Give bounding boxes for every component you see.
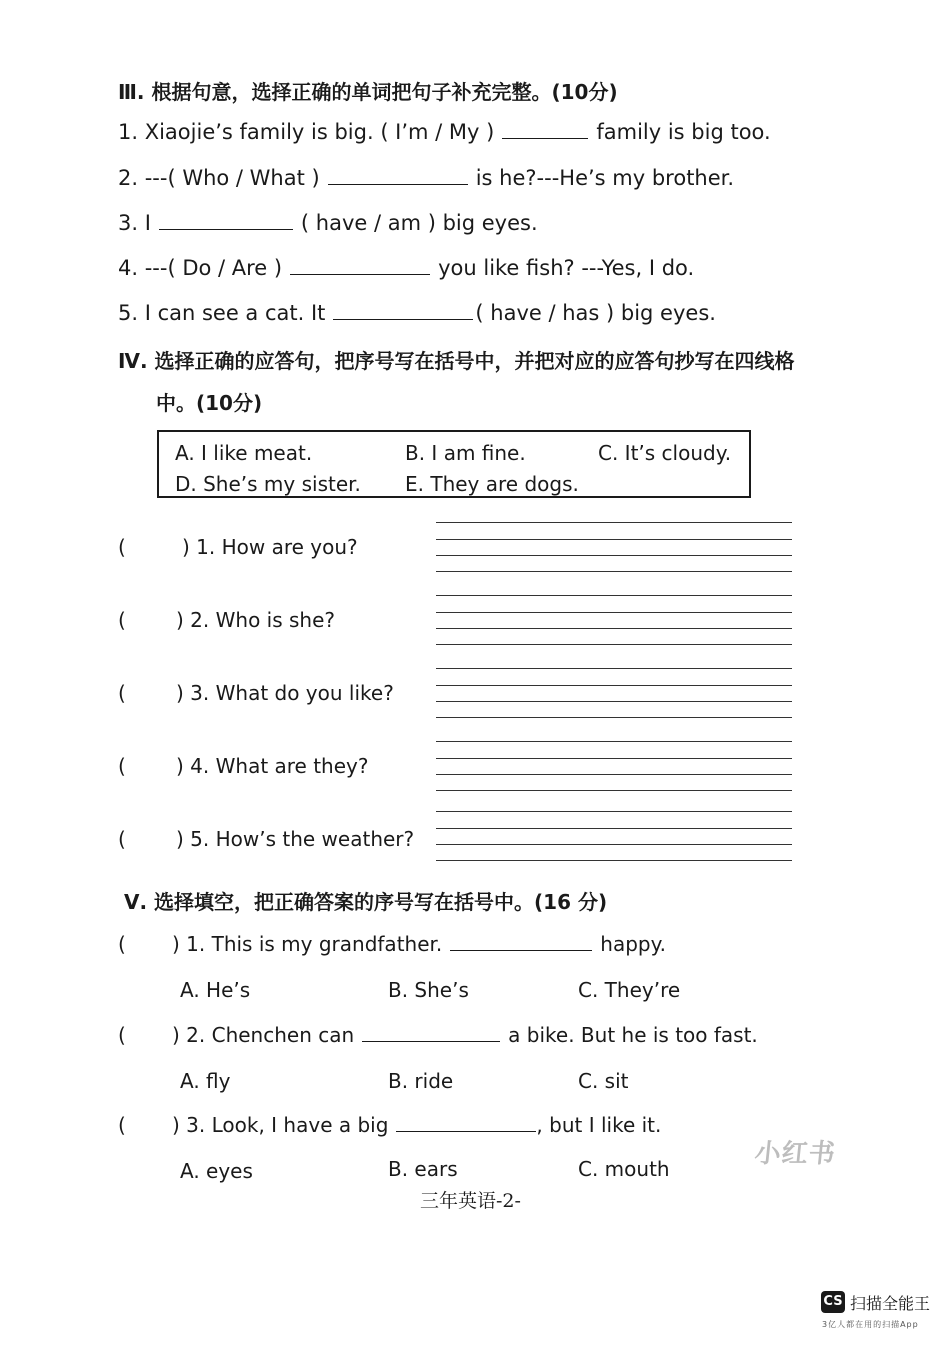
s3-item-1-blank[interactable]: [502, 120, 588, 139]
s5-1-choice-b: B. She’s: [388, 978, 469, 1002]
s3-item-4: [118, 256, 694, 280]
s4-answer-paren-5[interactable]: (: [118, 827, 126, 851]
s3-item-3-post: ( have / am ) big eyes.: [300, 211, 538, 235]
s3-item-4-pre: 4. ---( Do / Are ): [118, 256, 283, 280]
s3-item-4-blank[interactable]: [290, 256, 430, 275]
s3-item-2-blank[interactable]: [328, 166, 468, 185]
s5-3-choice-b: B. ears: [388, 1157, 458, 1181]
option-c: C. It’s cloudy.: [598, 441, 732, 465]
s5-answer-paren-1[interactable]: (: [118, 932, 126, 956]
s3-item-1: [118, 120, 771, 144]
option-d: D. She’s my sister.: [175, 472, 361, 496]
four-line-grid-1[interactable]: [436, 522, 792, 574]
s5-item-1-blank[interactable]: [450, 932, 592, 951]
s5-item-2-blank[interactable]: [362, 1023, 500, 1042]
section5-heading: Ⅴ. 选择填空，把正确答案的序号写在括号中。(16 分): [124, 890, 608, 914]
s5-item-2: ( ) 2. Chenchen can a bike. But he is too fast.: [118, 1023, 758, 1047]
s4-answer-paren-1[interactable]: (: [118, 535, 126, 559]
xiaohongshu-watermark: 小红书: [753, 1139, 838, 1169]
camscanner-name: 扫描全能王: [850, 1294, 931, 1313]
s5-2-choice-c: C. sit: [578, 1069, 629, 1093]
s3-item-2-post: is he?---He’s my brother.: [475, 166, 735, 190]
s4-question-2: ( ) 2. Who is she?: [118, 608, 336, 632]
s5-item-3-blank[interactable]: [396, 1113, 536, 1132]
s3-item-2-pre: 2. ---( Who / What ): [118, 166, 320, 190]
s5-3-choice-a: A. eyes: [180, 1159, 253, 1183]
s5-1-choice-a: A. He’s: [180, 978, 251, 1002]
s5-1-choice-c: C. They’re: [578, 978, 681, 1002]
s3-item-5-blank[interactable]: [333, 301, 473, 320]
s3-item-3: [118, 211, 538, 235]
s3-item-2: [118, 166, 734, 190]
s4-answer-paren-4[interactable]: (: [118, 754, 126, 778]
s3-item-5-pre: 5. I can see a cat. It: [118, 301, 326, 325]
s3-item-1-post: family is big too.: [596, 120, 771, 144]
s4-answer-paren-2[interactable]: (: [118, 608, 126, 632]
s3-item-5: [118, 301, 716, 325]
s5-item-1: ( ) 1. This is my grandfather. happy.: [118, 932, 666, 956]
s3-item-1-pre: 1. Xiaojie’s family is big. ( I’m / My ): [118, 120, 495, 144]
s4-question-1: ( ) 1. How are you?: [118, 535, 358, 559]
option-e: E. They are dogs.: [405, 472, 579, 496]
s3-item-4-post: you like fish? ---Yes, I do.: [438, 256, 695, 280]
camscanner-logo-icon: CS: [821, 1291, 845, 1313]
four-line-grid-4[interactable]: [436, 741, 792, 793]
s4-question-3: ( ) 3. What do you like?: [118, 681, 394, 705]
s3-item-3-pre: 3. I: [118, 211, 151, 235]
s5-answer-paren-2[interactable]: (: [118, 1023, 126, 1047]
option-a: A. I like meat.: [175, 441, 313, 465]
section4-heading-line2: 中。(10分): [156, 391, 263, 415]
four-line-grid-2[interactable]: [436, 595, 792, 647]
page-footer: 三年英语-2-: [420, 1190, 521, 1212]
camscanner-tagline: 3亿人都在用的扫描App: [822, 1320, 919, 1329]
s3-item-3-blank[interactable]: [159, 211, 293, 230]
s5-2-choice-a: A. fly: [180, 1069, 231, 1093]
s5-3-choice-c: C. mouth: [578, 1157, 670, 1181]
s3-item-5-post: ( have / has ) big eyes.: [475, 301, 716, 325]
s5-answer-paren-3[interactable]: (: [118, 1113, 126, 1137]
s4-question-4: ( ) 4. What are they?: [118, 754, 369, 778]
four-line-grid-3[interactable]: [436, 668, 792, 720]
s5-item-3: ( ) 3. Look, I have a big , but I like it.: [118, 1113, 662, 1137]
section4-heading-line1: Ⅳ. 选择正确的应答句，把序号写在括号中，并把对应的应答句抄写在四线格: [118, 349, 795, 373]
option-b: B. I am fine.: [405, 441, 526, 465]
s5-2-choice-b: B. ride: [388, 1069, 454, 1093]
section3-heading: Ⅲ. 根据句意，选择正确的单词把句子补充完整。(10分): [118, 80, 618, 104]
s4-question-5: ( ) 5. How’s the weather?: [118, 827, 415, 851]
four-line-grid-5[interactable]: [436, 811, 792, 863]
s4-answer-paren-3[interactable]: (: [118, 681, 126, 705]
